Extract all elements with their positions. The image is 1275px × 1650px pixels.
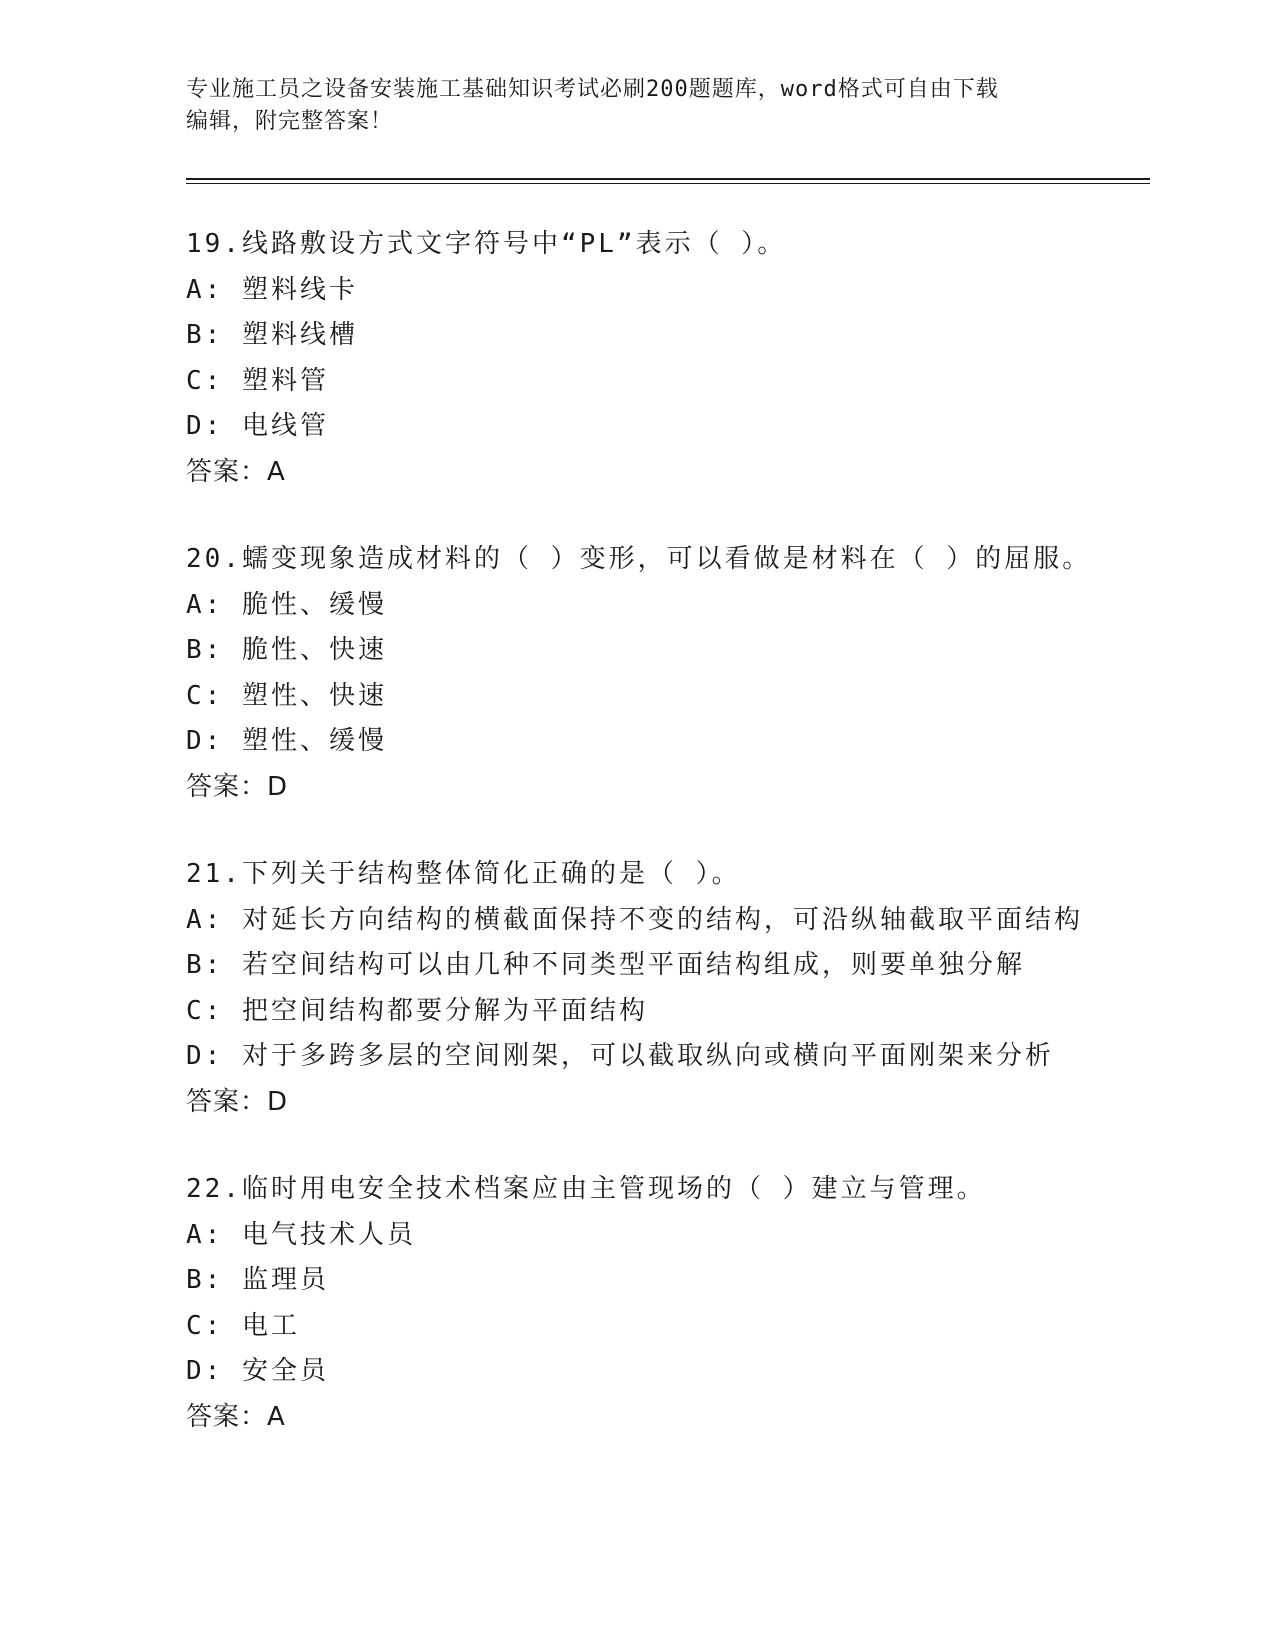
answer-label: 答案：A [186, 1401, 286, 1432]
header-divider-thin [186, 183, 1150, 184]
option-c: C: 电工 [186, 1310, 300, 1341]
question-20 [186, 537, 1186, 810]
answer-label: 答案：D [186, 771, 289, 802]
option-b: B: 塑料线槽 [186, 320, 358, 350]
option-b: B: 监理员 [186, 1265, 329, 1295]
option-b: B: 脆性、快速 [186, 635, 387, 665]
option-c: C: 塑料管 [186, 365, 329, 396]
question-stem: 22.临时用电安全技术档案应由主管现场的（ ）建立与管理。 [186, 1174, 986, 1204]
question-21 [186, 852, 1186, 1125]
question-19 [186, 222, 1186, 495]
option-d: D: 电线管 [186, 411, 329, 441]
option-a: A: 塑料线卡 [186, 274, 358, 305]
option-c: C: 把空间结构都要分解为平面结构 [186, 995, 648, 1026]
option-a: A: 对延长方向结构的横截面保持不变的结构，可沿纵轴截取平面结构 [186, 904, 1083, 935]
option-a: A: 脆性、缓慢 [186, 589, 387, 620]
option-c: C: 塑性、快速 [186, 680, 387, 711]
option-d: D: 塑性、缓慢 [186, 726, 387, 756]
header-divider-thick [186, 178, 1150, 180]
answer-label: 答案：A [186, 456, 286, 487]
header-title-line-2: 编辑，附完整答案！ [186, 109, 394, 134]
option-d: D: 安全员 [186, 1356, 329, 1386]
answer-label: 答案：D [186, 1086, 289, 1117]
option-a: A: 电气技术人员 [186, 1219, 416, 1250]
question-stem: 20.蠕变现象造成材料的（ ）变形，可以看做是材料在（ ）的屈服。 [186, 544, 1092, 574]
option-d: D: 对于多跨多层的空间刚架，可以截取纵向或横向平面刚架来分析 [186, 1041, 1054, 1071]
header-title-line-1: 专业施工员之设备安装施工基础知识考试必刷200题题库，word格式可自由下载 [186, 77, 999, 102]
question-stem: 21.下列关于结构整体简化正确的是（ ）。 [186, 859, 741, 889]
option-b: B: 若空间结构可以由几种不同类型平面结构组成，则要单独分解 [186, 950, 1025, 980]
document-header [186, 74, 1066, 138]
question-stem: 19.线路敷设方式文字符号中“PL”表示（ ）。 [186, 229, 787, 259]
question-22 [186, 1167, 1186, 1440]
